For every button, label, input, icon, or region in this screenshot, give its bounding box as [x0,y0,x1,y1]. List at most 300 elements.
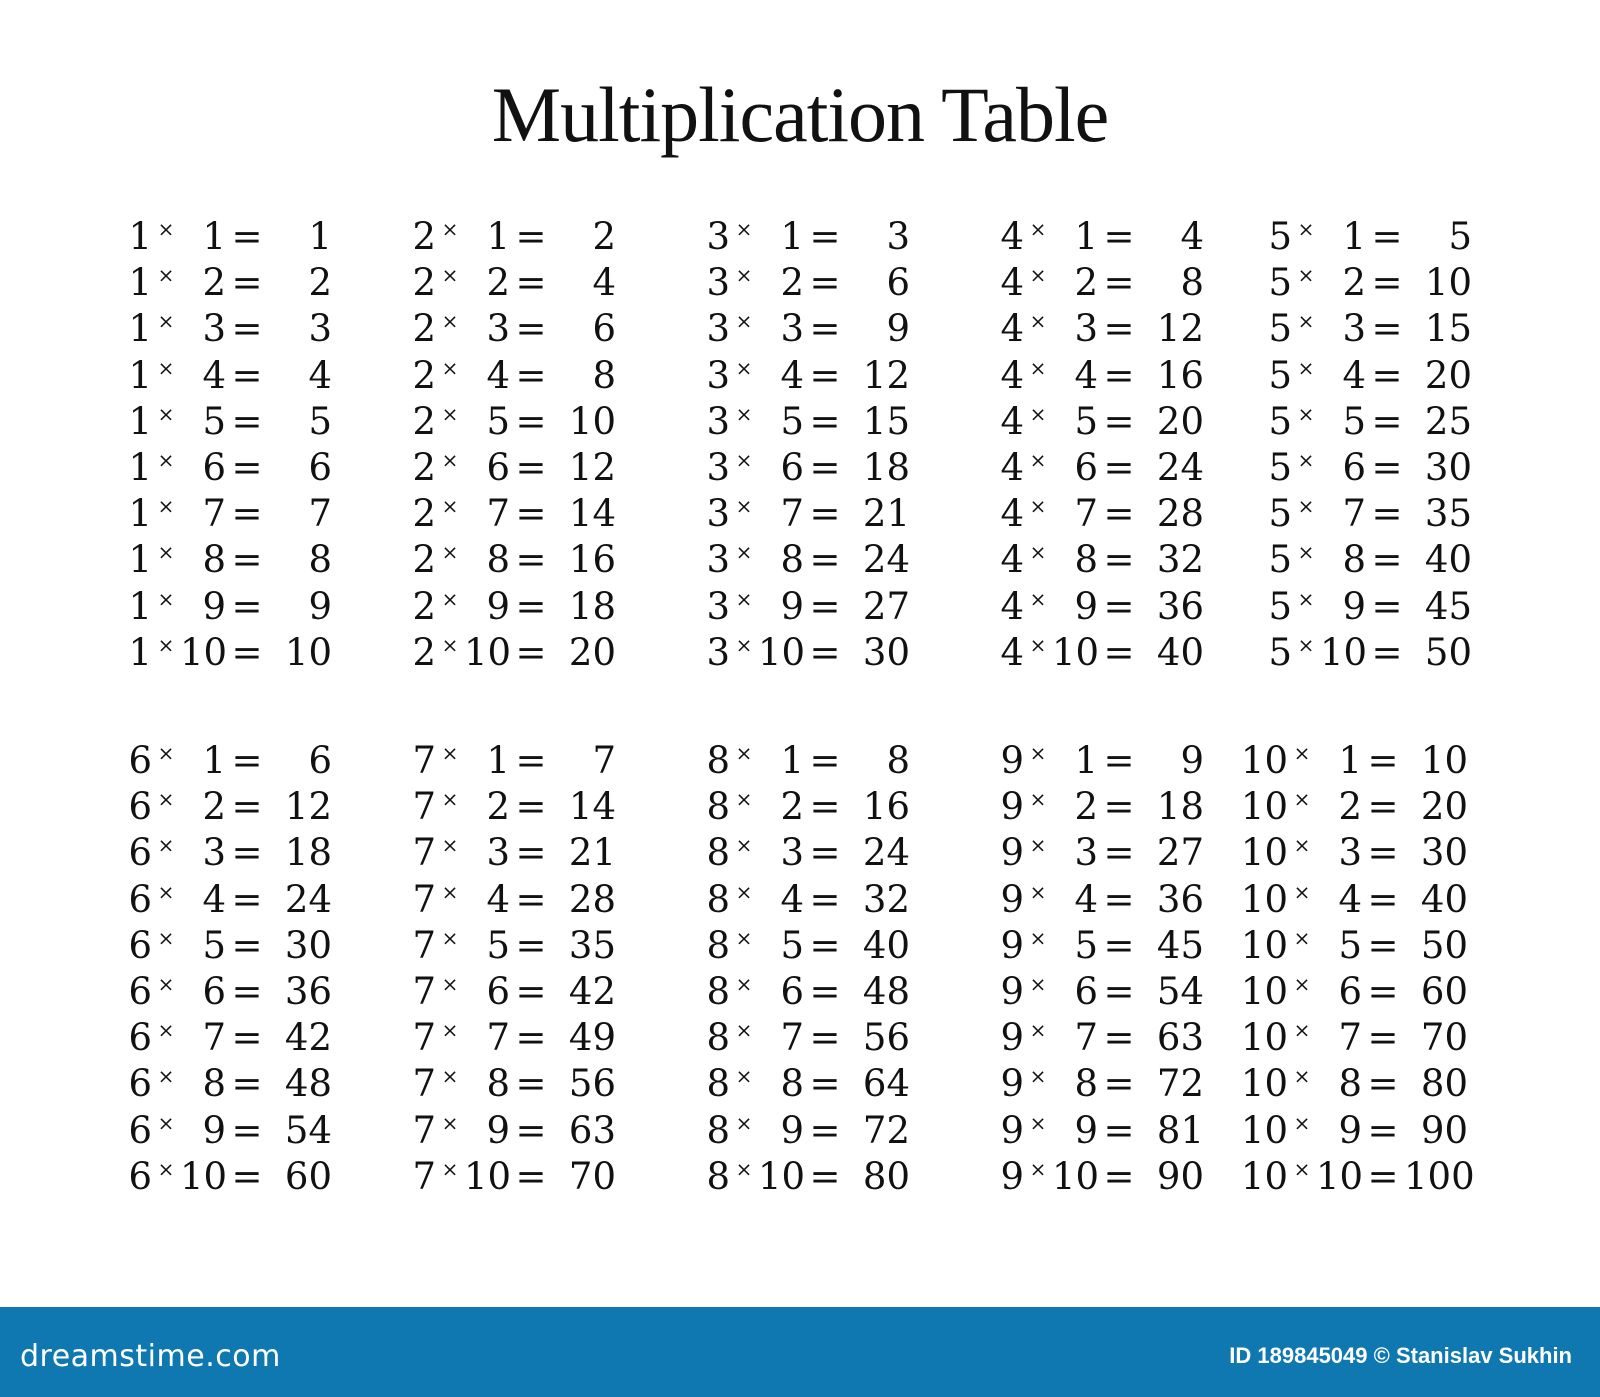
times-sign: × [157,925,175,950]
times-sign: × [1029,1018,1047,1043]
product: 4 [1180,215,1204,259]
times-sign: × [735,448,753,473]
multiplier: 9 [1342,584,1366,628]
multiplicand: 6 [128,831,152,875]
equals-sign: = [231,538,263,582]
multiplicand: 1 [128,215,152,259]
product: 80 [862,1154,910,1198]
multiplicand: 10 [1240,785,1288,829]
multiplier: 6 [1342,446,1366,490]
multiplicand: 10 [1240,1016,1288,1060]
equals-sign: = [809,492,841,536]
times-sign: × [735,494,753,519]
multiplicand: 8 [706,1154,730,1198]
times-sign: × [441,879,459,904]
multiplier: 4 [1342,353,1366,397]
multiplicand: 8 [706,831,730,875]
multiplicand: 2 [412,584,436,628]
product: 6 [308,446,332,490]
multiplicand: 3 [706,446,730,490]
multiplier: 5 [1074,923,1098,967]
product: 20 [568,630,616,674]
times-sign: × [1297,401,1315,426]
times-sign: × [735,586,753,611]
multiplier: 1 [780,739,804,783]
multiplier: 3 [1338,831,1362,875]
equation-row [396,923,616,969]
times-sign: × [1293,972,1311,997]
multiplicand: 3 [706,492,730,536]
multiplier: 4 [486,353,510,397]
times-sign: × [735,925,753,950]
equation-row [396,399,616,445]
multiplier: 7 [1338,1016,1362,1060]
multiplier: 5 [780,923,804,967]
equation-row [984,445,1204,491]
equation-row [984,399,1204,445]
multiplier: 3 [202,307,226,351]
equation-row [112,1154,332,1200]
times-sign: × [1297,309,1315,334]
multiplicand: 7 [412,1154,436,1198]
product: 72 [862,1108,910,1152]
multiplier: 3 [486,831,510,875]
product: 16 [1156,353,1204,397]
multiplicand: 7 [412,1108,436,1152]
multiplier: 7 [202,1016,226,1060]
multiplier: 9 [202,584,226,628]
product: 18 [284,831,332,875]
times-sign: × [157,448,175,473]
equation-row [690,784,910,830]
times-sign: × [735,1064,753,1089]
equation-row [984,830,1204,876]
product: 8 [592,353,616,397]
times-sign: × [441,632,459,657]
equals-sign: = [231,831,263,875]
product: 50 [1424,630,1472,674]
product: 4 [592,261,616,305]
product: 6 [308,739,332,783]
multiplier: 6 [1074,446,1098,490]
equation-row [396,630,616,676]
multiplier: 4 [202,877,226,921]
multiplier: 3 [486,307,510,351]
multiplier: 1 [780,215,804,259]
times-sign: × [735,1110,753,1135]
equals-sign: = [1103,923,1135,967]
product: 54 [284,1108,332,1152]
times-sign: × [157,632,175,657]
equation-row [984,353,1204,399]
product: 45 [1424,584,1472,628]
equation-row [1236,923,1468,969]
product: 14 [568,785,616,829]
equation-row [396,537,616,583]
equals-sign: = [231,1062,263,1106]
equals-sign: = [809,739,841,783]
times-sign: × [157,879,175,904]
times-sign: × [157,833,175,858]
multiplier: 4 [780,877,804,921]
multiplier: 9 [1338,1108,1362,1152]
equals-sign: = [1103,1062,1135,1106]
multiplier: 3 [202,831,226,875]
equation-row [690,1108,910,1154]
equation-row [112,1015,332,1061]
multiplier: 1 [202,739,226,783]
equation-row [112,784,332,830]
equals-sign: = [1367,739,1399,783]
equals-sign: = [231,584,263,628]
equation-row [396,445,616,491]
equals-sign: = [231,923,263,967]
equals-sign: = [1367,1154,1399,1198]
multiplier: 9 [780,584,804,628]
times-sign: × [157,401,175,426]
multiplier: 5 [1338,923,1362,967]
equation-row [1252,537,1472,583]
equals-sign: = [809,446,841,490]
multiplicand: 5 [1268,307,1292,351]
multiplicand: 5 [1268,630,1292,674]
equation-row [1236,830,1468,876]
times-sign: × [157,217,175,242]
table-1 [112,214,332,676]
table-10 [1236,738,1475,1200]
multiplicand: 6 [128,1154,152,1198]
product: 70 [568,1154,616,1198]
multiplicand: 5 [1268,215,1292,259]
multiplier: 7 [780,492,804,536]
multiplier: 3 [780,307,804,351]
equals-sign: = [809,538,841,582]
multiplier: 8 [780,1062,804,1106]
product: 10 [1424,261,1472,305]
brand-logo[interactable]: dreamstime.com [20,1339,281,1374]
product: 36 [1156,584,1204,628]
equation-row [396,877,616,923]
equals-sign: = [515,538,547,582]
times-sign: × [1297,448,1315,473]
equation-row [984,1061,1204,1107]
equals-sign: = [809,630,841,674]
times-sign: × [441,787,459,812]
multiplier: 3 [1074,307,1098,351]
multiplicand: 5 [1268,353,1292,397]
equation-row [690,537,910,583]
multiplier: 5 [486,399,510,443]
times-sign: × [441,1110,459,1135]
multiplier: 2 [202,785,226,829]
product: 81 [1156,1108,1204,1152]
product: 60 [1420,970,1468,1014]
multiplier: 9 [202,1108,226,1152]
table-4 [984,214,1204,676]
times-sign: × [1029,632,1047,657]
multiplicand: 7 [412,1016,436,1060]
multiplier: 8 [780,538,804,582]
table-7 [396,738,616,1200]
equation-row [396,969,616,1015]
equation-row [112,630,332,676]
equals-sign: = [1103,739,1135,783]
equation-row [396,1154,616,1200]
multiplier: 8 [1074,1062,1098,1106]
times-sign: × [1293,925,1311,950]
product: 63 [1156,1016,1204,1060]
multiplier: 7 [1342,492,1366,536]
multiplicand: 9 [1000,1108,1024,1152]
product: 10 [1420,739,1468,783]
multiplicand: 9 [1000,831,1024,875]
equation-row [690,923,910,969]
table-6 [112,738,332,1200]
product: 21 [568,831,616,875]
equals-sign: = [515,831,547,875]
times-sign: × [157,540,175,565]
multiplicand: 5 [1268,584,1292,628]
times-sign: × [441,1156,459,1181]
equation-row [1252,630,1472,676]
multiplicand: 6 [128,1108,152,1152]
equals-sign: = [515,261,547,305]
multiplicand: 3 [706,538,730,582]
multiplier: 1 [1342,215,1366,259]
multiplier: 1 [486,739,510,783]
product: 30 [1424,446,1472,490]
equals-sign: = [1103,970,1135,1014]
product: 9 [308,584,332,628]
equation-row [690,491,910,537]
equation-row [690,260,910,306]
equation-row [1236,1015,1468,1061]
multiplier: 2 [780,261,804,305]
equals-sign: = [1371,446,1403,490]
times-sign: × [1029,833,1047,858]
image-credit: ID 189845049 © Stanislav Sukhin [1229,1343,1572,1368]
multiplier: 10 [758,630,806,674]
times-sign: × [735,879,753,904]
times-sign: × [1029,355,1047,380]
multiplier: 2 [780,785,804,829]
multiplicand: 3 [706,399,730,443]
equation-row [1236,1154,1475,1200]
multiplier: 4 [486,877,510,921]
times-sign: × [1293,1064,1311,1089]
product: 20 [1156,399,1204,443]
equals-sign: = [1103,877,1135,921]
multiplicand: 1 [128,492,152,536]
equals-sign: = [1103,399,1135,443]
multiplicand: 7 [412,831,436,875]
times-sign: × [1029,540,1047,565]
equation-row [984,1108,1204,1154]
equation-row [984,537,1204,583]
times-sign: × [1297,263,1315,288]
multiplicand: 4 [1000,307,1024,351]
multiplicand: 1 [128,446,152,490]
equation-row [690,630,910,676]
equation-row [396,214,616,260]
equals-sign: = [1367,970,1399,1014]
multiplicand: 4 [1000,261,1024,305]
equation-row [112,923,332,969]
equals-sign: = [809,1108,841,1152]
multiplicand: 9 [1000,923,1024,967]
product: 48 [284,1062,332,1106]
product: 35 [1424,492,1472,536]
equation-row [396,1061,616,1107]
table-3 [690,214,910,676]
multiplicand: 5 [1268,538,1292,582]
multiplier: 10 [180,630,228,674]
multiplicand: 9 [1000,877,1024,921]
equals-sign: = [1103,492,1135,536]
multiplicand: 8 [706,739,730,783]
times-sign: × [1029,494,1047,519]
equation-row [690,306,910,352]
equals-sign: = [809,785,841,829]
times-sign: × [441,217,459,242]
product: 18 [1156,785,1204,829]
multiplier: 5 [486,923,510,967]
product: 27 [1156,831,1204,875]
times-sign: × [1029,309,1047,334]
multiplicand: 2 [412,261,436,305]
equals-sign: = [809,831,841,875]
equals-sign: = [515,215,547,259]
equals-sign: = [231,399,263,443]
equals-sign: = [231,261,263,305]
equation-row [1252,445,1472,491]
times-sign: × [1293,741,1311,766]
multiplier: 2 [1074,785,1098,829]
multiplicand: 8 [706,1108,730,1152]
product: 18 [568,584,616,628]
times-sign: × [441,355,459,380]
equation-row [984,306,1204,352]
times-sign: × [1297,494,1315,519]
times-sign: × [441,540,459,565]
equals-sign: = [1103,785,1135,829]
multiplier: 9 [1074,584,1098,628]
multiplicand: 3 [706,584,730,628]
equation-row [112,738,332,784]
times-sign: × [735,1156,753,1181]
product: 72 [1156,1062,1204,1106]
equation-row [396,784,616,830]
equals-sign: = [809,584,841,628]
equation-row [690,877,910,923]
multiplier: 6 [1074,970,1098,1014]
equals-sign: = [1103,831,1135,875]
equation-row [1236,969,1468,1015]
multiplier: 6 [202,446,226,490]
times-sign: × [1293,1156,1311,1181]
product: 3 [308,307,332,351]
equals-sign: = [809,970,841,1014]
product: 3 [886,215,910,259]
equation-row [112,969,332,1015]
product: 12 [284,785,332,829]
times-sign: × [441,401,459,426]
times-sign: × [1029,972,1047,997]
equals-sign: = [1371,353,1403,397]
equals-sign: = [809,307,841,351]
equation-row [984,923,1204,969]
equation-row [1236,784,1468,830]
equals-sign: = [1371,399,1403,443]
equation-row [396,260,616,306]
multiplier: 10 [758,1154,806,1198]
equals-sign: = [515,630,547,674]
product: 30 [862,630,910,674]
equals-sign: = [1371,584,1403,628]
table-5 [1252,214,1472,676]
multiplicand: 9 [1000,970,1024,1014]
times-sign: × [735,972,753,997]
multiplier: 5 [1342,399,1366,443]
equation-row [1252,260,1472,306]
times-sign: × [735,833,753,858]
product: 16 [862,785,910,829]
times-sign: × [1029,217,1047,242]
multiplicand: 2 [412,215,436,259]
times-sign: × [157,787,175,812]
equals-sign: = [1103,261,1135,305]
equation-row [112,399,332,445]
product: 14 [568,492,616,536]
multiplicand: 7 [412,785,436,829]
product: 15 [862,399,910,443]
multiplicand: 8 [706,877,730,921]
equals-sign: = [1371,492,1403,536]
multiplier: 2 [202,261,226,305]
product: 25 [1424,399,1472,443]
times-sign: × [1293,787,1311,812]
equals-sign: = [1371,538,1403,582]
product: 20 [1420,785,1468,829]
times-sign: × [1029,1156,1047,1181]
multiplicand: 7 [412,739,436,783]
multiplier: 10 [464,630,512,674]
multiplier: 6 [780,446,804,490]
multiplier: 5 [1074,399,1098,443]
multiplicand: 9 [1000,1016,1024,1060]
times-sign: × [1293,833,1311,858]
equals-sign: = [1103,353,1135,397]
equation-row [1252,214,1472,260]
multiplier: 7 [202,492,226,536]
multiplicand: 1 [128,261,152,305]
equals-sign: = [515,877,547,921]
equals-sign: = [515,739,547,783]
multiplicand: 2 [412,399,436,443]
product: 10 [284,630,332,674]
multiplicand: 2 [412,538,436,582]
product: 40 [1156,630,1204,674]
multiplier: 8 [486,538,510,582]
page-title: Multiplication Table [491,71,1109,158]
times-sign: × [1029,401,1047,426]
product: 24 [284,877,332,921]
times-sign: × [441,1018,459,1043]
multiplicand: 5 [1268,261,1292,305]
equals-sign: = [809,353,841,397]
product: 48 [862,970,910,1014]
equals-sign: = [231,353,263,397]
